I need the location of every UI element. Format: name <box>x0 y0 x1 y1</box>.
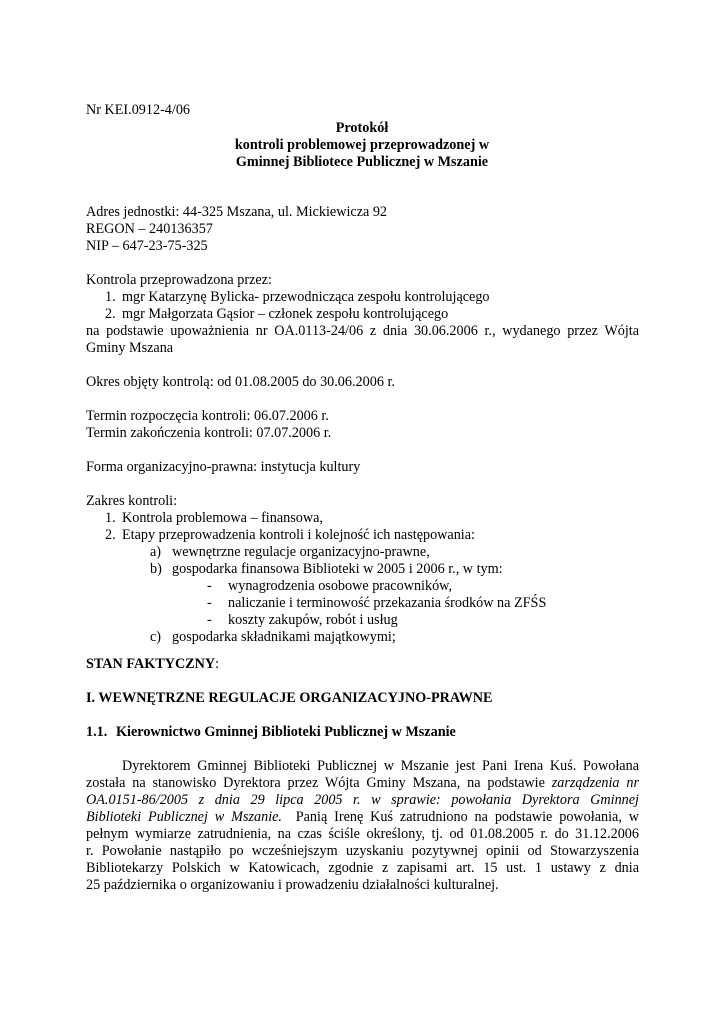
stan-faktyczny-heading <box>86 656 219 673</box>
section-1-heading: I. WEWNĘTRZNE REGULACJE ORGANIZACYJNO-PRAWNE <box>86 690 493 706</box>
paragraph-italic: zarządzenia nr <box>551 775 639 791</box>
scope-item-number: 2. <box>105 527 116 543</box>
dash-bullet: - <box>207 595 212 611</box>
legal-form: Forma organizacyjno-prawna: instytucja kultury <box>86 459 361 475</box>
scope-sub-label: a) <box>150 544 162 560</box>
paragraph-line-3: OA.0151-86/2005 z dnia 29 lipca 2005 r. w sprawie: powołania Dyrektora Gminnej <box>86 792 639 808</box>
paragraph-line-1: Dyrektorem Gminnej Biblioteki Publicznej w Mszanie jest Pani Irena Kuś. Powołana <box>122 758 639 774</box>
title-line-3: Gminnej Bibliotece Publicznej w Mszanie <box>235 154 489 170</box>
paragraph-italic: Biblioteki Publicznej w Mszanie. <box>86 809 282 825</box>
scope-item-text: Kontrola problemowa – finansowa, <box>122 510 323 526</box>
dash-bullet: - <box>207 612 212 628</box>
start-date: Termin rozpoczęcia kontroli: 06.07.2006 r. <box>86 408 329 424</box>
regon-line: REGON – 240136357 <box>86 221 213 237</box>
title-line-2: kontroli problemowej przeprowadzonej w <box>234 137 490 153</box>
paragraph-text: Panią Irenę Kuś zatrudniono na podstawie powołania, w <box>281 809 639 825</box>
scope-sub-label: c) <box>150 629 162 645</box>
controller-number: 2. <box>105 306 116 322</box>
scope-sub-label: b) <box>150 561 162 577</box>
authorization-basis-line-2: Gminy Mszana <box>86 340 174 356</box>
scope-subsub-text: wynagrodzenia osobowe pracowników, <box>228 578 453 594</box>
dash-bullet: - <box>207 578 212 594</box>
controllers-heading: Kontrola przeprowadzona przez: <box>86 272 272 288</box>
control-period: Okres objęty kontrolą: od 01.08.2005 do 30.06.2006 r. <box>86 374 395 390</box>
subsection-1-1-number: 1.1. <box>86 724 108 740</box>
scope-sub-text: gospodarka finansowa Biblioteki w 2005 i 2006 r., w tym: <box>172 561 503 577</box>
doc-number: Nr KEI.0912-4/06 <box>86 102 191 118</box>
paragraph-line-6: r. Powołanie nastąpiło po wcześniejszym uzyskaniu pozytywnej opinii od Stowarzyszenia <box>86 843 639 859</box>
paragraph-text: została na stanowisko Dyrektora przez Wójta Gminy Mszana, na podstawie <box>86 775 552 791</box>
paragraph-line-5: pełnym wymiarze zatrudnienia, na czas ściśle określony, tj. od 01.08.2005 r. do 31.12.2006 <box>86 826 639 842</box>
paragraph-line-8: 25 października o organizowaniu i prowadzeniu działalności kulturalnej. <box>86 877 499 893</box>
stan-faktyczny-colon: : <box>215 656 220 672</box>
title-line-1: Protokół <box>335 120 389 136</box>
controller-name: mgr Małgorzata Gąsior – członek zespołu kontrolującego <box>122 306 449 322</box>
scope-item-text: Etapy przeprowadzenia kontroli i kolejność ich następowania: <box>122 527 475 543</box>
subsection-1-1-title: Kierownictwo Gminnej Biblioteki Publicznej w Mszanie <box>116 724 456 740</box>
paragraph-line-4 <box>86 809 639 826</box>
scope-sub-text: gospodarka składnikami majątkowymi; <box>172 629 396 645</box>
stan-faktyczny-label: STAN FAKTYCZNY <box>86 656 216 672</box>
scope-heading: Zakres kontroli: <box>86 493 178 509</box>
scope-subsub-text: koszty zakupów, robót i usług <box>228 612 398 628</box>
controller-number: 1. <box>105 289 116 305</box>
paragraph-line-2 <box>86 775 639 792</box>
scope-subsub-text: naliczanie i terminowość przekazania środków na ZFŚS <box>228 595 547 611</box>
paragraph-line-7: Bibliotekarzy Polskich w Katowicach, zgodnie z zapisami art. 15 ust. 1 ustawy z dnia <box>86 860 639 876</box>
authorization-basis-line-1: na podstawie upoważnienia nr OA.0113-24/06 z dnia 30.06.2006 r., wydanego przez Wójta <box>86 323 639 339</box>
address-line: Adres jednostki: 44-325 Mszana, ul. Mickiewicza 92 <box>86 204 388 220</box>
scope-sub-text: wewnętrzne regulacje organizacyjno-prawne, <box>172 544 430 560</box>
scope-item-number: 1. <box>105 510 116 526</box>
nip-line: NIP – 647-23-75-325 <box>86 238 208 254</box>
end-date: Termin zakończenia kontroli: 07.07.2006 r. <box>86 425 332 441</box>
controller-name: mgr Katarzynę Bylicka- przewodnicząca zespołu kontrolującego <box>122 289 490 305</box>
